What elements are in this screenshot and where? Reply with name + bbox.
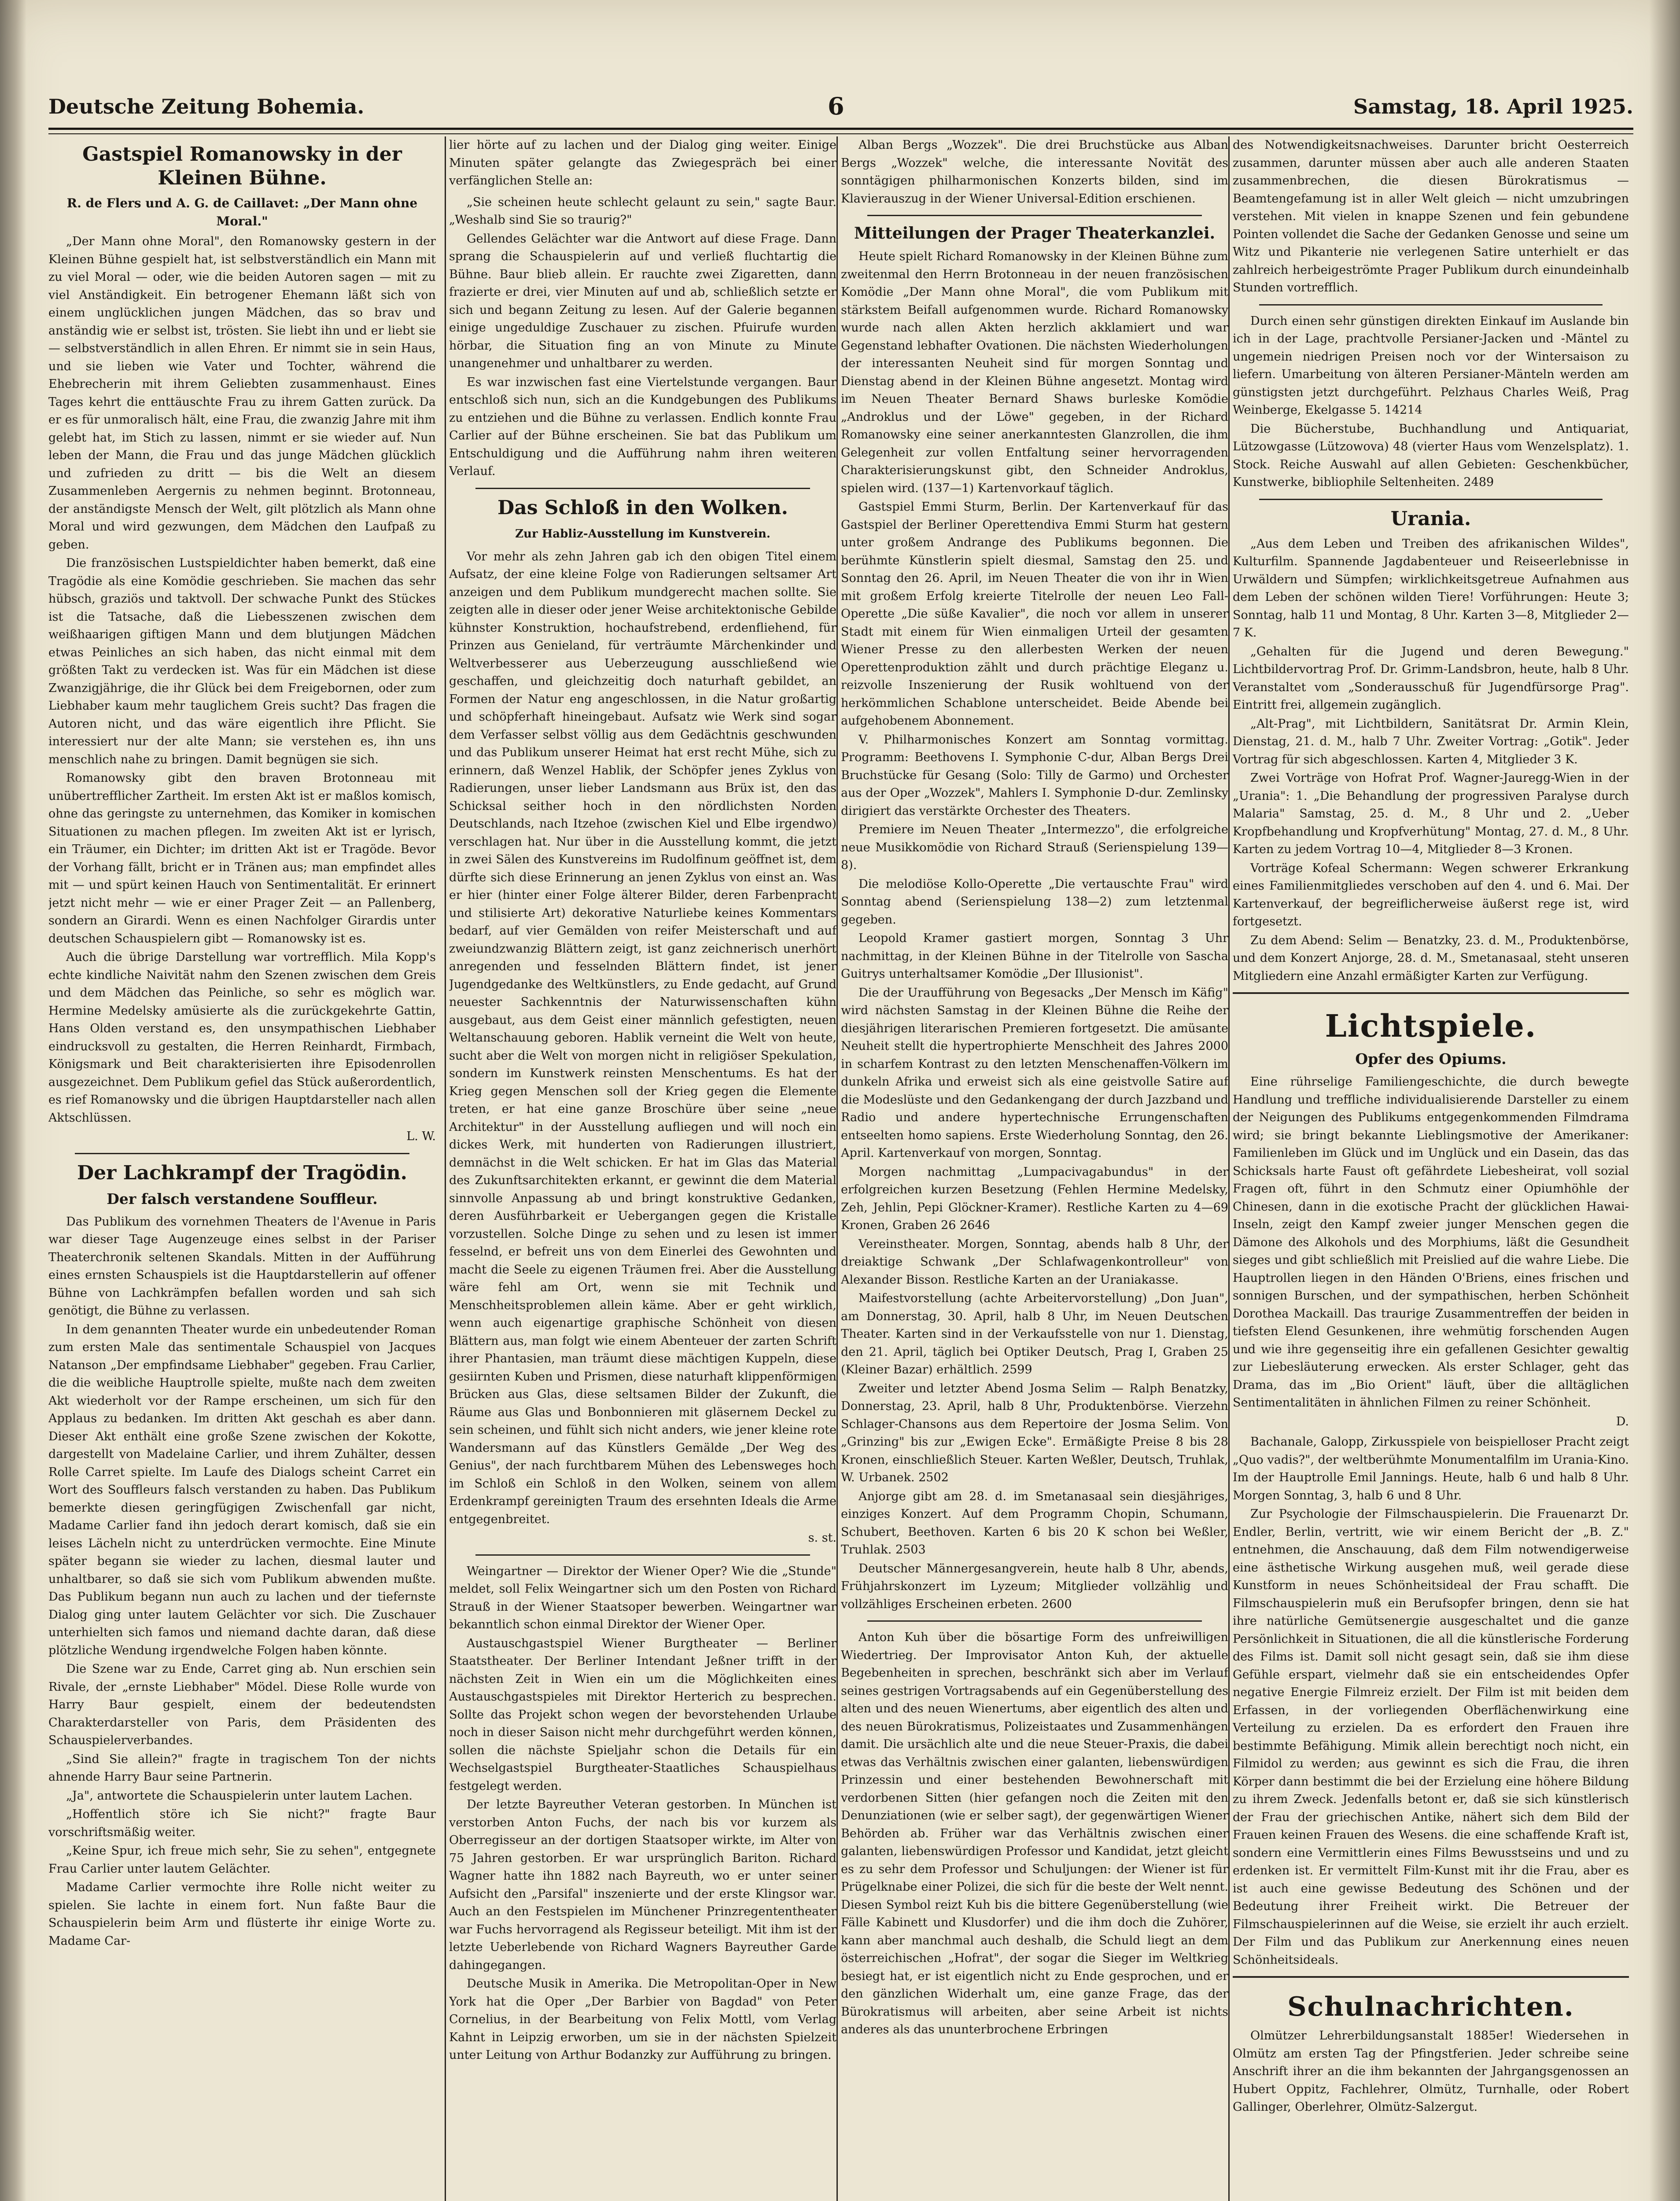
news-item: Zweiter und letzter Abend Josma Selim — Ralph Benatzky, Donnerstag, 23. April, halb 8 Uhr, Produktenbörse. Vierzehn Schlager-Chansons aus dem Repertoire der Josma Selim. Von „Grinzing" bis zur „Ewigen Ecke". Ermäßigte Preise 8 bis 28 Kronen, einschließlich Steuer. Karten Weßler, Deutsch, Truhlak, W. Urbanek. 2502 (841, 1381, 1228, 1484)
news-item: Austauschgastspiel Wiener Burgtheater — Berliner Staatstheater. Der Berliner Intendant Jeßner trifft in der nächsten Zeit in Wien ein um die Möglichkeiten eines Austauschgastspieles mit Direktor Herterich zu besprechen. Sollte das Projekt schon wegen der bevorstehenden Urlaube noch in dieser Saison nicht mehr durchgeführt werden können, sollen die nächste Spieljahr schon die Details für ein Wechselgastspiel Burgtheater-Staatliches Schauspielhaus festgelegt werden. (449, 1636, 836, 1793)
page-number: 6 (828, 92, 844, 120)
article-signature: s. st. (808, 1531, 836, 1545)
news-item: Premiere im Neuen Theater „Intermezzo", die erfolgreiche neue Musikkomödie von Richard Strauß (Serienspielung 139—8). (841, 823, 1228, 872)
news-item: Deutsche Musik in Amerika. Die Metropolitan-Oper in New York hat die Oper „Der Barbier von Bagdad" von Peter Cornelius, in der Bearbeitung von Felix Mottl, vom Verlag Kahnt in Leipzig erworben, um sie in der nächsten Spielzeit unter Leitung von Arthur Bodanzky zur Aufführung zu bringen. (449, 1977, 836, 2062)
section-divider (1233, 1976, 1629, 1978)
article-text: Vor mehr als zehn Jahren gab ich den obigen Titel einem Aufsatz, der eine kleine Folge von Radierungen seltsamer Art anzeigen und dem Publikum mundgerecht machen sollte. Sie zeigten alle in dieser oder jener Weise architektonische Gebilde kühnster Konstruktion, hochaufstrebend, erdenfliehend, für Prinzen aus Genieland, für verträumte Märchenkinder und Weltverbesserer aus Ueberzeugung ausschließend wie geschaffen, und gleichzeitig doch naturhaft gebildet, an Formen der Natur eng angeschlossen, in die Natur großartig und schöpferhaft hineingebaut. Aufsatz wie Werk sind sogar dem Verfasser selbst völlig aus dem Gedächtnis geschwunden und das Publikum unserer Heimat hat erst recht Mühe, sich zu erinnern, daß Wenzel Hablik, der Schöpfer jenes Zyklus von Radierungen, unser lieber Landsmann aus Brüx ist, den das Schicksal seither hoch in den nördlichsten Norden Deutschlands, nach Itzehoe (zwischen Kiel und Elbe irgendwo) verschlagen hat. Nur über in die Ausstellung kommt, die jetzt in zwei Sälen des Kunstvereins im Rudolfinum geöffnet ist, dem dürfte sich diese Erinnerung an jenen Zyklus von einst an. Was er hier (hinter einer Folge älterer Bilder, deren Farbenpracht und stilisierte Art) dekorative Naturliebe keines Kommentars bedarf, auf vier Gemälden von reifer Meisterschaft und auf zweiundzwanzig Blättern zeigt, ist ganz zeichnerisch unerhört anregenden und fesselnden Blättern findet, ist jener Jugendgedanke des Weltkünstlers, zu Ende gedacht, auf Grund neuester Sachkenntnis der Naturwissenschaften kühn ausgebaut, aus dem Geist einer männlich gefestigten, neuen Weltanschauung geboren. Hablik verneint die Welt von heute, sucht aber die Welt von morgen nicht in religiöser Spekulation, sondern im Kunstwerk reinsten Menschentums. Es hat der Krieg gegen Menschen soll der Krieg gegen die Elemente treten, er hat eine ganze Broschüre über seine „neue Architektur" in der Ausstellung aufliegen und will noch ein dickes Werk, mit hunderten von Radierungen illustriert, demnächst in die Welt schicken. Er hat im Glas das Material des Zukunftsarchitekten erkannt, er gewinnt die dem Material sinnvolle Anpassung ab und bringt konstruktive Gedanken, deren Ausführbarkeit er Uebergangen gegen die Kristalle vorzustellen. Solche Dinge zu sehen und zu lesen ist immer fesselnd, er befreit uns von dem Einerlei des Gewohnten und macht die Seele zu eigenen Träumen frei. Aber die Ausstellung wäre fehl am Ort, wenn sie mit Technik und Menschheitsproblemen allein käme. Aber er geht wirklich, wenn auch eigenartige graphische Schönheit von diesen Blättern aus, man folgt wie einem Abenteuer der zarten Schrift ihrer Phantasien, man träumt diese mächtigen Kuppeln, diese gesiirnten Kuben und Prismen, diese naturhaft klippenförmigen Brücken aus Glas, diese seltsamen Bilder der Zukunft, die Räume aus Glas und Bonbonnieren mit gläsernem Deckel zu sein scheinen, und fühlt sich nicht anders, wie jener kleine rote Wandersmann auf das Künstlers Gemälde „Der Weg des Genius", der nach furchtbarem Mühen des Lebensweges hoch im Schloß ein Schloß in den Wolken, seinem von allem Erdenkrampf gereinigten Traum des ersehnten Ideals die Arme entgegenbreitet. (449, 549, 836, 1526)
column-rule (836, 136, 838, 2201)
article-title: Das Schloß in den Wolken. (497, 496, 788, 519)
section-title: Lichtspiele. (1325, 1008, 1537, 1044)
article-divider (1259, 304, 1603, 305)
news-item: Vereinstheater. Morgen, Sonntag, abends halb 8 Uhr, der dreiaktige Schwank „Der Schlafwagenkontrolleur" von Alexander Bisson. Restliche Karten an der Uraniakasse. (841, 1237, 1228, 1287)
section-divider (1233, 992, 1629, 994)
column-rule (445, 136, 446, 2201)
column-1 (48, 136, 436, 2201)
issue-date: Samstag, 18. April 1925. (1353, 95, 1633, 118)
article-divider (867, 215, 1202, 216)
article-text: des Notwendigkeitsnachweises. Darunter bricht Oesterreich zusammen, darunter müssen aber auch alle anderen Staaten zusammenbrechen, die diesen Bürokratismus — Beamtengefamung ist in aller Welt gleich — nicht umzubringen verstehen. Mit vielen in knappe Szenen und fein gebundene Pointen vollendet die Sache der Gedanken Genosse und seine um Witz und Pikanterie nie verlegenen Satire unterhielt er das zahlreich herbeigeströmte Prager Publikum durch einundeinhalb Stunden vortrefflich. (1233, 138, 1629, 294)
page-edge-left (0, 0, 26, 2201)
news-item: Anton Kuh über die bösartige Form des unfreiwilligen Wiedertrieg. Der Improvisator Anton Kuh, der aktuelle Begebenheiten in sprechen, beschränkt sich aber im Verlauf seines gestrigen Vortragsabends auf ein Gegenüberstellung des alten und des neuen Wienertums, aber eigentlich des alten und des neuen Bürokratismus, Polizeistaates und Zusammenhängen damit. Die ursächlich alte und die neue Steuer-Praxis, die dabei etwas das Verhältnis zwischen einer galanten, liebenswürdigen Prinzessin und einer bestehenden Bewohnerschaft mit verdorbenen Sitten (hier gefangen noch die Zeiten mit den Denunziationen (wie er selber sagt), der gegenwärtigen Wiener Behörden ab. Früher war das Verhältnis zwischen einer galanten, liebenswürdigen Professor und Kandidat, jetzt gleicht es zu sehr dem Professor und Schuljungen: der Wiener ist für Prügelknabe einer Polizei, die sich für die beste der Welt nennt. Diesen Symbol reizt Kuh bis die bittere Gegenüberstellung (wie Fälle Kabinett und Klusdorfer) und die ihm doch die Zuhörer, kann aber manchmal auch deshalb, die Schuld liegt an dem österreichischen „Hofrat", der sogar die Sieger im Weltkrieg besiegt hat, er ist eigentlich nicht zu Ende gesprochen, und er den gänzlichen Widerhalt um, eine ganze Frage, das der Bürokratismus will arbeiten, aber seine Arbeit ist nichts anderes als das ununterbrochene Erbringen (841, 1631, 1228, 2036)
column-3 (841, 136, 1228, 2201)
news-item: Anjorge gibt am 28. d. im Smetanasaal sein diesjähriges, einziges Konzert. Auf dem Programm Chopin, Schumann, Schubert, Beethoven. Karten 6 bis 20 K schon bei Weßler, Truhlak. 2503 (841, 1489, 1228, 1557)
news-item: Der letzte Bayreuther Veteran gestorben. In München ist verstorben Anton Fuchs, der nach bis vor kurzem als Oberregisseur an der dortigen Staatsoper wirkte, im Alter von 75 Jahren gestorben. Er war ursprünglich Bariton. Richard Wagner hatte ihn 1882 nach Bayreuth, wo er unter seiner Aufsicht den „Parsifal" inszenierte und der erste Klingsor war. Auch an den Festspielen im Münchener Prinzregententheater war Fuchs hervorragend als Regisseur beteiligt. Mit ihm ist der letzte Ueberlebende von Richard Wagners Bayreuther Garde dahingegangen. (449, 1798, 836, 1972)
news-item: Vorträge Kofeal Schermann: Wegen schwerer Erkrankung eines Familienmitgliedes verschoben auf den 4. und 6. Mai. Der Kartenverkauf, der begreiflicherweise äußerst rege ist, wird fortgesetzt. (1233, 861, 1629, 928)
article-subtitle: Der falsch verstandene Souffleur. (107, 1190, 378, 1207)
news-item: Leopold Kramer gastiert morgen, Sonntag 3 Uhr nachmittag, in der Kleinen Bühne in der Titelrolle von Sascha Guitrys unterhaltsamer Komödie „Der Illusionist". (841, 931, 1228, 981)
article-text: Eine rührselige Familiengeschichte, die durch bewegte Handlung und treffliche individualisierende Darsteller zu einem der Neigungen des Publikums entgegenkommenden Filmdrama wird; sie bringt bekannte Lieblingsmotive der Amerikaner: Familienleben im Glück und im Unglück und ein Dasein, das das Schicksals harte Faust oft gefährdete Liebesheirat, voll sozial Fragen oft, führt in den Schmutz einer Opiumhöhle der Chinesen, dann in die exotische Pracht der glücklichen Hawai-Inseln, zeigt den Kampf zweier junger Menschen gegen die Dämone des Alkohols und des Morphiums, läßt die Gesundheit sieges und gibt schließlich mit Preislied auf die wahre Liebe. Die Hauptrollen liegen in den Händen O'Briens, eines frischen und sonnigen Burschen, und der sympathischen, herben Schönheit Dorothea Mackaill. Das traurige Zusammentreffen der beiden in tiefsten Elend Gesunkenen, ihre wehmütig forschenden Augen und wie ihre gegenseitig ihre ein gefallenen Gesichter gewaltig zur Liebesläuterung erwecken. Als erster Schlager, geht das Drama, das im „Bio Orient" läuft, über die alltäglichen Sentimentalitäten in ähnlichen Filmen zu reiner Schönheit. (1233, 1075, 1629, 1410)
news-item: Die melodiöse Kollo-Operette „Die vertauschte Frau" wird Sonntag abend (Serienspielung 138—2) zum letztenmal gegeben. (841, 877, 1228, 927)
article-text: „Sie scheinen heute schlecht gelaunt zu sein," sagte Baur. „Weshalb sind Sie so traurig?" (449, 195, 836, 227)
article-subtitle: Zur Habliz-Ausstellung im Kunstverein. (515, 527, 770, 541)
article-text: Das Publikum des vornehmen Theaters de l'Avenue in Paris war dieser Tage Augenzeuge eines selbst in der Pariser Theaterchronik seltenen Skandals. Mitten in der Aufführung eines ernsten Schauspiels ist die Hauptdarstellerin auf offener Bühne von Lachkrämpfen befallen worden und sah sich genötigt, die Bühne zu verlassen. (48, 1215, 436, 1318)
article-text: „Sind Sie allein?" fragte in tragischem Ton der nichts ahnende Harry Baur seine Partnerin. (48, 1752, 436, 1784)
article-text: Die französischen Lustspieldichter haben bemerkt, daß eine Tragödie als eine Komödie geschrieben. Sie machen das sehr hübsch, graziös und taktvoll. Der schwache Punkt des Stückes ist die Tatsache, daß die Liebesszenen zwischen dem weißhaarigen giftigen Mann und dem blutjungen Mädchen etwas Peinliches an sich haben, das nicht einmal mit dem größten Takt zu verdecken ist. Was für ein Mädchen ist diese Zwanzigjährige, die ihr Glück bei dem Freigebornen, oder zum Liebhaber kaum mehr tauglichem Greis sucht? Das fragen die Autoren nicht, und das wäre eigentlich ihre Pflicht. Sie interessiert nur der alte Mann; sie verstehen es, ihn uns menschlich nahe zu bringen. Damit begnügen sie sich. (48, 556, 436, 766)
news-item: Deutscher Männergesangverein, heute halb 8 Uhr, abends, Frühjahrskonzert im Lyzeum; Mitglieder vollzählig und vollzähliges Erscheinen erbeten. 2600 (841, 1561, 1228, 1611)
news-item: „Aus dem Leben und Treiben des afrikanischen Wildes", Kulturfilm. Spannende Jagdabenteuer und Reiseerlebnisse in Urwäldern und Sümpfen; wirklichkeitsgetreue Aufnahmen aus dem Leben der schönen wilden Tiere! Vorführungen: Heute 3; Sonntag, halb 11 und Montag, 8 Uhr. Karten 3—8, Mitglieder 2—7 K. (1233, 537, 1629, 640)
news-item: Weingartner — Direktor der Wiener Oper? Wie die „Stunde" meldet, soll Felix Weingartner sich um den Posten von Richard Strauß in der Wiener Staatsoper bewerben. Weingartner war bekanntlich schon einmal Direktor der Wiener Oper. (449, 1564, 836, 1631)
news-item: Die der Uraufführung von Begesacks „Der Mensch im Käfig" wird nächsten Samstag in der Kleinen Bühne die Reihe der diesjährigen literarischen Premieren fortgesetzt. Die amüsante Neuheit stellt die hypertrophierte Menschheit des Jahres 2000 in scharfem Kontrast zu den letzten Menschenaffen-Völkern im dunkeln Afrika und erweist sich als eine geistvolle Satire auf die Modeslüste und den Gedankengang der durch Jazzband und Radio und andere hypertechnische Errungenschaften entseelten homo sapiens. Erste Wiederholung Sonntag, den 26. April. Kartenverkauf von morgen, Sonntag. (841, 986, 1228, 1160)
news-item: Alban Bergs „Wozzek". Die drei Bruchstücke aus Alban Bergs „Wozzek" welche, die interessante Novität des sonntägigen philharmonischen Konzerts bilden, sind im Klavierauszug in der Wiener Universal-Edition erschienen. (841, 138, 1228, 206)
column-rule (1228, 136, 1230, 2201)
advertisement: Durch einen sehr günstigen direkten Einkauf im Auslande bin ich in der Lage, prachtvolle Persianer-Jacken und -Mäntel zu ungemein niedrigen Preisen noch vor der Wintersaison zu liefern. Umarbeitung von älteren Persianer-Mänteln werden am günstigsten jetzt durchgeführt. Pelzhaus Charles Weiß, Prag Weinberge, Ekelgasse 5. 14214 (1233, 314, 1629, 417)
news-item: V. Philharmonisches Konzert am Sonntag vormittag. Programm: Beethovens I. Symphonie C-dur, Alban Bergs Drei Bruchstücke für Gesang (Solo: Tilly de Garmo) und Orchester aus der Oper „Wozzek", Mahlers I. Symphonie D-dur. Zemlinsky dirigiert das verstärkte Orchester des Theaters. (841, 732, 1228, 818)
masthead (48, 92, 1633, 121)
article-text: In dem genannten Theater wurde ein unbedeutender Roman zum ersten Male das sentimentale Schauspiel von Jacques Natanson „Der empfindsame Liebhaber" gegeben. Frau Carlier, die die weibliche Hauptrolle spielte, mußte nach dem zweiten Akt wiederholt vor der Rampe erscheinen, um sich für den Applaus zu bedanken. Im dritten Akt geschah es aber dann. Dieser Akt enthält eine große Szene zwischen der Kokotte, dargestellt von Madelaine Carlier, und ihrem Zuhälter, dessen Rolle Carret spielte. Im Laufe des Dialogs scheint Carret ein Wort des Souffleurs falsch verstanden zu haben. Das Publikum bemerkte diesen geringfügigen Zwischenfall gar nicht, Madame Carlier fand ihn jedoch derart komisch, daß sie ein leises Lächeln nicht zu unterdrücken vermochte. Eine Minute später begann sie wieder zu lachen, diesmal lauter und unhaltbarer, so daß sie sich vom Publikum abwenden mußte. Das Publikum begann nun auch zu lachen und der tiefernste Dialog ging unter lautem Gelächter vor sich. Die Zuschauer unterhielten sich famos und niemand dachte daran, daß diese plötzliche Wendung irgendwelche Folgen haben könnte. (48, 1322, 436, 1657)
column-2 (449, 136, 836, 2201)
article-divider (475, 1554, 810, 1556)
masthead-rule (48, 128, 1633, 134)
article-text: Die Szene war zu Ende, Carret ging ab. Nun erschien sein Rivale, der „ernste Liebhaber" Mödel. Diese Rolle wurde von Harry Baur gespielt, einem der bedeutendsten Charakterdarsteller von Paris, dem Präsidenten des Schauspielerverbandes. (48, 1662, 436, 1747)
article-divider (475, 488, 810, 489)
news-item: Zur Psychologie der Filmschauspielerin. Die Frauenarzt Dr. Endler, Berlin, vertritt, wie wir einem Bericht der „B. Z." entnehmen, die Anschauung, daß dem Film notwendigerweise eine ästhetische Wirkung ausgehen muß, weil gerade diese Kunstform in neues Schönheitsideal der Frau schafft. Die Filmschauspielerin muß ein Berufsopfer bringen, denn sie hat ihre natürliche Gemütsenergie ausgeschaltet und die ganze Persönlichkeit in Situationen, die all die künstlerische Forderung des Films ist. Damit soll nicht gesagt sein, daß sie ihm diese Gefühle erspart, vielmehr daß sie ein entscheidendes Opfer negative Energie Filmreiz erzielt. Der Film ist mit beiden dem Erfassen, in der vorliegenden Oberflächenwirkung eine Verteilung zu erzielen. Da es erfordert den Frauen ihre bestimmte Befähigung. Mimik allein berechtigt noch nicht, ein Filmidol zu werden; aus gewinnt es sich die Frau, die ihren Körper dann bestimmt die bei der Erzielung eine höhere Bildung zu ihrem Zweck. Jedenfalls betont er, daß sie sich künstlerisch der Frau der griechischen Antike, nähert sich dem Bild der Frauen keinen Frauen des Wesens. die eine schaffende Kraft ist, sondern eine Vermittlerin eines Films Bewusstseins und und zu erdenken ist. Er vermittelt Film-Kunst mit ihr die Frau, aber es ist auch eine gewisse Bedeutung des Schönen und der Bedeutung ihrer Freiheit wirkt. Die Betreuer der Filmschauspielerinnen auf die Weise, sie erzielt ihr auch erzielt. Der Film und das Publikum zur Anerkennung eines neuen Schönheitsideals. (1233, 1507, 1629, 1967)
news-item: Maifestvorstellung (achte Arbeitervorstellung) „Don Juan", am Donnerstag, 30. April, halb 8 Uhr, im Neuen Deutschen Theater. Karten sind in der Verkaufsstelle von nur 1. Dienstag, den 21. April, täglich bei Optiker Deutsch, Prag I, Graben 25 (Kleiner Bazar) erhältlich. 2599 (841, 1292, 1228, 1377)
article-text: Auch die übrige Darstellung war vortrefflich. Mila Kopp's echte kindliche Naivität nahm den Szenen zwischen dem Greis und dem Mädchen das Peinliche, so sehr es möglich war. Hermine Medelsky amüsierte als die zurückgekehrte Gattin, Hans Olden verstand es, den unsympathischen Liebhaber eindrucksvoll zu gestalten, die Herren Reinhardt, Firmbach, Königsmark und Beit charakterisierten ihre Episodenrollen ausgezeichnet. Dem Publikum gefiel das Stück außerordentlich, es rief Romanowsky und die übrigen Hauptdarsteller nach allen Aktschlüssen. (48, 950, 436, 1125)
article-text: Madame Carlier vermochte ihre Rolle nicht weiter zu spielen. Sie lachte in einem fort. Nun faßte Baur die Schauspielerin beim Arm und flüsterte ihr einige Worte zu. Madame Car- (48, 1881, 436, 1948)
news-item: Zwei Vorträge von Hofrat Prof. Wagner-Jauregg-Wien in der „Urania": 1. „Die Behandlung der progressiven Paralyse durch Malaria" Samstag, 25. d. M., 8 Uhr und 2. „Ueber Kropfbehandlung und Kropfverhütung" Montag, 27. d. M., 8 Uhr. Karten zu jedem Vortrag 10—4, Mitglieder 8—3 Kronen. (1233, 771, 1629, 856)
article-text: Es war inzwischen fast eine Viertelstunde vergangen. Baur entschloß sich nun, sich an die Kundgebungen des Publikums zu entziehen und die Bühne zu verlassen. Endlich konnte Frau Carlier auf der Bühne erscheinen. Sie bat das Publikum um Entschuldigung und die Aufführung nahm ihren weiteren Verlauf. (449, 375, 836, 478)
article-text: „Hoffentlich störe ich Sie nicht?" fragte Baur vorschriftsmäßig weiter. (48, 1807, 436, 1839)
article-subtitle: Opfer des Opiums. (1355, 1050, 1507, 1067)
article-text: lier hörte auf zu lachen und der Dialog ging weiter. Einige Minuten später gelangte das Zwiegespräch bei einer verfänglichen Stelle an: (449, 138, 836, 188)
column-4 (1233, 136, 1629, 2201)
news-item: Morgen nachmittag „Lumpacivagabundus" in der erfolgreichen kurzen Besetzung (Fehlen Hermine Medelsky, Zeh, Jehlin, Pepi Glöckner-Kramer). Restliche Karten zu 4—69 Kronen, Graben 26 2646 (841, 1165, 1228, 1232)
article-title: Der Lachkrampf der Tragödin. (77, 1161, 408, 1184)
news-item: Zu dem Abend: Selim — Benatzky, 23. d. M., Produktenbörse, und dem Konzert Anjorge, 28. d. M., Smetanasaal, steht unseren Mitgliedern eine Anzahl ermäßigter Karten zur Verfügung. (1233, 933, 1629, 983)
article-signature: L. W. (406, 1130, 436, 1143)
paper-name: Deutsche Zeitung Bohemia. (48, 95, 365, 118)
article-text: Gellendes Gelächter war die Antwort auf diese Frage. Dann sprang die Schauspielerin auf und verließ fluchtartig die Bühne. Baur blieb allein. Er rauchte zwei Zigaretten, dann frazierte er drei, vier Minuten auf und ab, schließlich setzte er sich und begann Zeitung zu lesen. Auf der Galerie begannen einige ungeduldige Zuschauer zu zischen. Pfuirufe wurden hörbar, die Situation fing an von Minute zu Minute unangenehmer und unhaltbarer zu werden. (449, 232, 836, 370)
news-item: Gastspiel Emmi Sturm, Berlin. Der Kartenverkauf für das Gastspiel der Berliner Operettendiva Emmi Sturm hat gestern unter großem Andrange des Publikums begonnen. Die berühmte Künstlerin spielt diesmal, Samstag den 25. und Sonntag den 26. April, im Neuen Theater die von ihr in Wien mit großem Erfolg kreierte Titelrolle der neuen Leo Fall-Operette „Die süße Kavalier", die noch vor allem in unserer Stadt mit einem für Wien einmaligen Urteil der gesamten Wiener Presse zu den allerbesten Werken der neuen Operettenproduktion zählt und durch prächtige Eleganz u. reizvolle Inszenierung der Rusik wohltuend von der herkömmlichen Schablone unterscheidet. Beide Abende bei aufgehobenem Abonnement. (841, 500, 1228, 728)
section-title: Schulnachrichten. (1287, 1991, 1574, 2022)
article-divider (75, 1153, 409, 1154)
article-text: „Der Mann ohne Moral", den Romanowsky gestern in der Kleinen Bühne gespielt hat, ist selbstverständlich ein Mann mit zu viel Moral — oder, wie die beiden Autoren sagen — mit zu viel Anständigkeit. Ein betrogener Ehemann läßt sich von einem unglücklichen jungen Mädchen, das so brav und anständig wie er selbst ist, trösten. Sie liebt ihn und er liebt sie — selbstverständlich in allen Ehren. Er nimmt sie in sein Haus, und sie lieben wie Vater und Tochter, während die Ehebrecherin mit ihrem Geliebten zusammenhaust. Eines Tages kehrt die enttäuschte Frau zu ihrem Gatten zurück. Da er es für unmoralisch hält, eine Frau, die zwanzig Jahre mit ihm gelebt hat, im Stich zu lassen, nimmt er sie wieder auf. Nun leben der Mann, die Frau und das junge Mädchen glücklich und zufrieden zu dritt — bis die Welt an diesem Zusammenleben Aergernis zu nehmen beginnt. Brotonneau, der anständigste Mensch der Welt, gilt plötzlich als Mann ohne Moral und wird gezwungen, dem Mädchen den Laufpaß zu geben. (48, 235, 436, 552)
article-divider (1259, 499, 1603, 500)
news-item: „Alt-Prag", mit Lichtbildern, Sanitätsrat Dr. Armin Klein, Dienstag, 21. d. M., halb 7 Uhr. Zweiter Vortrag: „Gotik". Jeder Vortrag für sich abgeschlossen. Karten 4, Mitglieder 3 K. (1233, 717, 1629, 766)
advertisement: Die Bücherstube, Buchhandlung und Antiquariat, Lützowgasse (Lützowova) 48 (vierter Haus vom Wenzelsplatz). 1. Stock. Reiche Auswahl auf allen Gebieten: Geschenkbücher, Kunstwerke, bibliophile Seltenheiten. 2489 (1233, 422, 1629, 489)
section-title: Mitteilungen der Prager Theaterkanzlei. (854, 224, 1216, 243)
news-item: Heute spielt Richard Romanowsky in der Kleinen Bühne zum zweitenmal den Herrn Brotonneau in der neuen französischen Komödie „Der Mann ohne Moral", die vom Publikum mit stärkstem Beifall aufgenommen wurde. Richard Romanowsky wurde nach allen Akten herzlich akklamiert und war Gegenstand lebhafter Ovationen. Die nächsten Wiederholungen der interessanten Neuheit sind für morgen Sonntag und Dienstag abend in der Kleinen Bühne angesetzt. Montag wird im Neuen Theater Bernard Shaws burleske Komödie „Androklus und der Löwe" gegeben, in der Richard Romanowsky eine seiner anerkanntesten Glanzrollen, die ihm Gelegenheit zur vollen Entfaltung seiner hervorragenden Charakterisierungskunst gibt, den Schneider Androklus, spielen wird. (137—1) Kartenvorkauf täglich. (841, 250, 1228, 495)
page-edge-right (1649, 0, 1680, 2201)
article-divider (867, 1620, 1202, 1622)
article-signature: D. (1616, 1414, 1629, 1428)
article-text: Romanowsky gibt den braven Brotonneau mit unübertrefflicher Zartheit. Im ersten Akt ist er maßlos komisch, ohne das geringste zu unternehmen, das Komiker in komischen Situationen zu machen pflegen. Im zweiten Akt ist er lyrisch, ein Träumer, ein Dichter; im dritten Akt ist er Tragöde. Bevor der Vorhang fällt, bricht er in Tränen aus; man empfindet alles mit — und spürt keinen Hauch von Sentimentalität. Er erinnert jetzt nicht mehr — wie er einer Prager Zeit — an Pallenberg, sondern an Girardi. Wenn es einen Nachfolger Girardis unter deutschen Schauspielern gibt — Romanowsky ist es. (48, 771, 436, 946)
news-item: Bachanale, Galopp, Zirkusspiele von beispielloser Pracht zeigt „Quo vadis?", der weltberühmte Monumentalfilm im Urania-Kino. Im der Hauptrolle Emil Jannings. Heute, halb 6 und halb 8 Uhr. Morgen Sonntag, 3, halb 6 und 8 Uhr. (1233, 1435, 1629, 1502)
section-title: Urania. (1390, 507, 1471, 530)
article-title: Gastspiel Romanowsky in der Kleinen Bühne. (82, 143, 402, 189)
article-text: „Ja", antwortete die Schauspielerin unter lautem Lachen. (66, 1789, 413, 1803)
article-byline: R. de Flers und A. G. de Caillavet: „Der Mann ohne Moral." (66, 196, 418, 228)
article-text: „Keine Spur, ich freue mich sehr, Sie zu sehen", entgegnete Frau Carlier unter lautem Gelächter. (48, 1844, 436, 1876)
news-item: „Gehalten für die Jugend und deren Bewegung." Lichtbildervortrag Prof. Dr. Grimm-Landsbron, heute, halb 8 Uhr. Veranstaltet vom „Sonderausschuß für Jugendfürsorge Prag". Eintritt frei, allgemein zugänglich. (1233, 644, 1629, 712)
news-item: Olmützer Lehrerbildungsanstalt 1885er! Wiedersehen in Olmütz am ersten Tag der Pfingstferien. Jeder schreibe seine Anschrift ihrer an die ihm bekannten der Jahrgangsgenossen an Hubert Oppitz, Fachlehrer, Olmütz, Turnhalle, oder Robert Gallinger, Oberlehrer, Olmütz-Salzergut. (1233, 2029, 1629, 2114)
